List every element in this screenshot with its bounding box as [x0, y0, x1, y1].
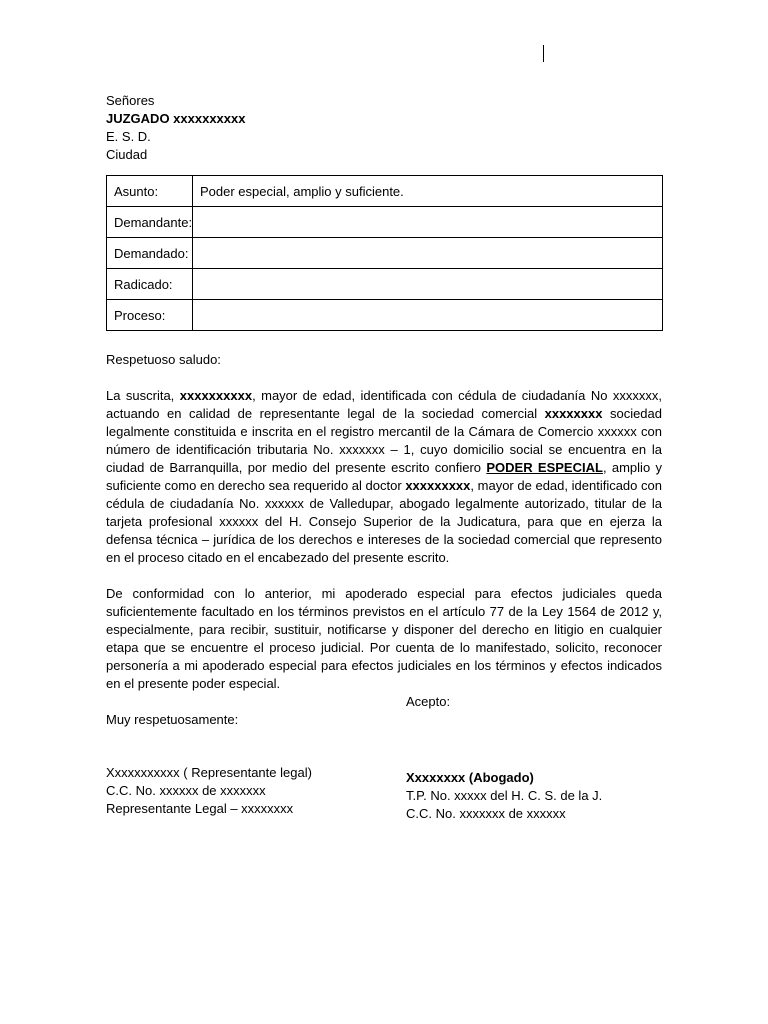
- case-info-table: [106, 175, 663, 331]
- representative-role: Representante Legal – xxxxxxxx: [106, 801, 294, 816]
- table-row: [107, 269, 663, 300]
- acepto-label: Acepto:: [406, 694, 451, 709]
- grantor-name: xxxxxxxxxx: [179, 388, 253, 403]
- lawyer-name: xxxxxxxxx: [405, 478, 471, 493]
- text-segment: sociedad legalmente constituida e inscrita en el registro mercantil de la Cámara de Comercio xxxxxx con número de identificación tributaria No. xxxxxxx – 1, cuyo domicilio social se encuentra en la ciudad de Barranquilla, por medio del presente escrito confiero: [106, 406, 662, 475]
- table-row: [107, 207, 663, 238]
- poder-especial-emphasis: PODER ESPECIAL: [486, 460, 603, 475]
- signature-block-representative: [106, 764, 312, 818]
- esd-line: E. S. D.: [106, 129, 151, 144]
- row-value: Poder especial, amplio y suficiente.: [193, 176, 663, 207]
- court-name: JUZGADO xxxxxxxxxx: [106, 111, 246, 126]
- row-value: [193, 269, 663, 300]
- lawyer-tp: T.P. No. xxxxx del H. C. S. de la J.: [406, 788, 603, 803]
- representative-name: Xxxxxxxxxxx ( Representante legal): [106, 765, 312, 780]
- signature-block-lawyer: [406, 769, 602, 823]
- lawyer-signature-name: Xxxxxxxx (Abogado): [406, 770, 534, 785]
- row-label: Asunto:: [107, 176, 193, 207]
- table-row: [107, 238, 663, 269]
- row-label: Demandante:: [107, 207, 193, 238]
- document-body: [106, 92, 662, 729]
- table-row: [107, 176, 663, 207]
- row-value: [193, 300, 663, 331]
- text-segment: , mayor de edad, identificada con cédula de ciudadanía No xxxxxxx, actuando en calidad de representante legal de la sociedad comercial: [106, 388, 662, 421]
- row-label: Radicado:: [107, 269, 193, 300]
- salutation: Señores: [106, 93, 155, 108]
- text-segment: , mayor de edad, identificado con cédula de ciudadanía No. xxxxxx de Valledupar, abogado legalmente autorizado, titular de la tarjeta profesional xxxxxx del H. Consejo Superior de la Judicatura, para que en ejerza la defensa técnica – jurídica de los derechos e intereses de la sociedad comercial que represento en el proceso citado en el encabezado del presente escrito.: [106, 478, 662, 565]
- greeting: Respetuoso saludo:: [106, 352, 221, 367]
- city-line: Ciudad: [106, 147, 148, 162]
- paragraph-power-grant: [106, 387, 662, 567]
- representative-cc: C.C. No. xxxxxx de xxxxxxx: [106, 783, 266, 798]
- lawyer-cc: C.C. No. xxxxxxx de xxxxxx: [406, 806, 566, 821]
- paragraph-faculties: De conformidad con lo anterior, mi apoderado especial para efectos judiciales queda suficientemente facultado en los términos previstos en el artículo 77 de la Ley 1564 de 2012 y, especialmente, para recibir, sustituir, notificarse y disponer del derecho en litigio en cualquier etapa que se encuentre el proceso judicial. Por cuenta de lo manifestado, solicito, reconocer personería a mi apoderado especial para efectos judiciales en los términos y efectos indicados en el presente poder especial.: [106, 586, 662, 691]
- text-segment: , amplio y suficiente como en derecho sea requerido al doctor: [106, 460, 662, 493]
- row-label: Demandado:: [107, 238, 193, 269]
- company-name: xxxxxxxx: [544, 406, 603, 421]
- text-segment: La suscrita,: [106, 388, 180, 403]
- closing-phrase: Muy respetuosamente:: [106, 712, 239, 727]
- row-label: Proceso:: [107, 300, 193, 331]
- table-row: [107, 300, 663, 331]
- row-value: [193, 238, 663, 269]
- row-value: [193, 207, 663, 238]
- text-cursor: [543, 45, 544, 62]
